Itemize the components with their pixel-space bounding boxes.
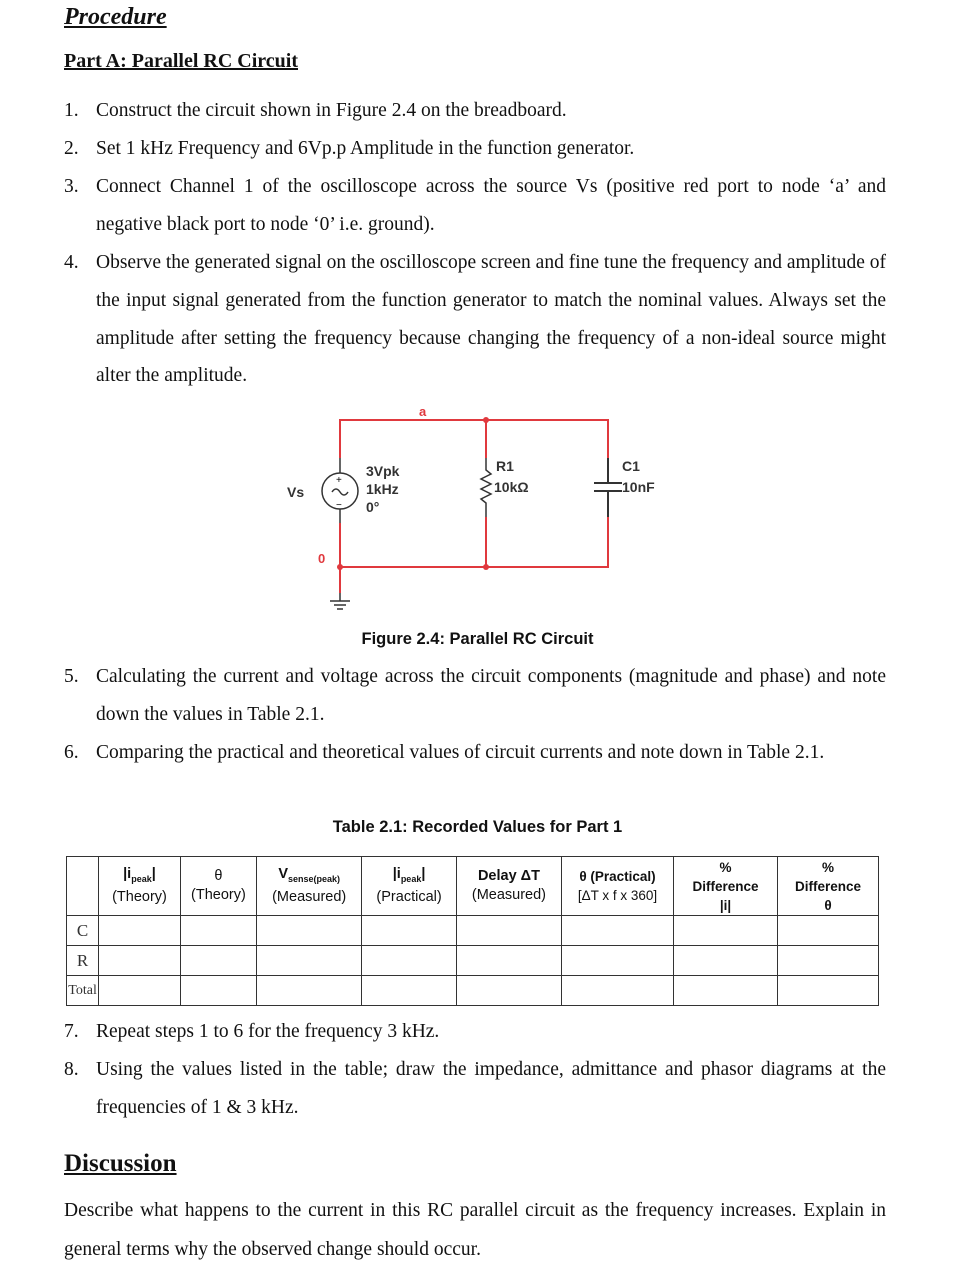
- header-pct-diff-i: % Difference |i|: [674, 857, 778, 916]
- table-row-total: [67, 976, 879, 1006]
- table-cell[interactable]: [674, 976, 778, 1006]
- resistor-value: 10kΩ: [494, 479, 529, 495]
- step-3: [64, 168, 886, 244]
- ac-source-icon: [322, 458, 358, 523]
- step-text: Comparing the practical and theoretical values of circuit currents and note down in Table 2.1.: [96, 742, 825, 763]
- circuit-wires: [340, 420, 608, 593]
- step-text: Repeat steps 1 to 6 for the frequency 3 kHz.: [96, 1021, 440, 1042]
- capacitor-name: C1: [622, 458, 640, 474]
- table-cell[interactable]: [456, 976, 561, 1006]
- svg-text:+: +: [336, 475, 342, 486]
- row-label: C: [67, 916, 99, 946]
- step-1: [64, 92, 886, 130]
- step-text: Construct the circuit shown in Figure 2.4 on the breadboard.: [96, 100, 567, 121]
- header-ipeak-theory: $|i_{peak}|$ (Theory): [99, 857, 181, 916]
- table-cell[interactable]: [456, 916, 561, 946]
- step-number: 3.: [64, 176, 79, 197]
- step-text: Observe the generated signal on the oscilloscope screen and fine tune the frequency and amplitude of the input signal generated from the function generator to match the nominal values. Always set the amplitude after setting the frequency because changing the frequency of a non-ideal source might alter the amplitude.: [96, 252, 886, 387]
- header-vsense-measured: $V_{sense(peak)}$ (Measured): [257, 857, 362, 916]
- table-cell[interactable]: [180, 916, 256, 946]
- parallel-rc-circuit-diagram: [270, 395, 690, 625]
- header-theta-practical: θ (Practical) [ΔT x f x 360]: [561, 857, 673, 916]
- step-8: [64, 1051, 886, 1127]
- header-ipeak-practical: $|i_{peak}|$ (Practical): [362, 857, 457, 916]
- step-number: 6.: [64, 742, 79, 763]
- step-number: 5.: [64, 666, 79, 687]
- table-cell[interactable]: [362, 946, 457, 976]
- step-number: 8.: [64, 1059, 79, 1080]
- discussion-heading: Discussion: [64, 1150, 177, 1177]
- table-header-row: [67, 857, 879, 916]
- table-cell[interactable]: [362, 976, 457, 1006]
- table-cell[interactable]: [456, 946, 561, 976]
- table-cell[interactable]: [180, 976, 256, 1006]
- ground-icon: [330, 593, 350, 609]
- table-cell[interactable]: [561, 916, 673, 946]
- table-cell[interactable]: [674, 916, 778, 946]
- row-label: Total: [67, 976, 99, 1006]
- source-phase: 0°: [366, 499, 380, 515]
- table-caption: Table 2.1: Recorded Values for Part 1: [332, 818, 623, 836]
- table-cell[interactable]: [561, 946, 673, 976]
- step-number: 7.: [64, 1021, 79, 1042]
- part-a-heading: Part A: Parallel RC Circuit: [64, 50, 299, 72]
- table-row-r: [67, 946, 879, 976]
- node-0-label: 0: [318, 551, 326, 566]
- source-amplitude: 3Vpk: [366, 463, 400, 479]
- table-cell[interactable]: [778, 946, 879, 976]
- step-number: 4.: [64, 252, 79, 273]
- step-number: 2.: [64, 138, 79, 159]
- step-text: Connect Channel 1 of the oscilloscope across the source Vs (positive red port to node ‘a’ and negative black port to node ‘0’ i.e. ground).: [96, 176, 886, 235]
- header-pct-diff-theta: % Difference θ: [778, 857, 879, 916]
- resistor-icon: [481, 458, 491, 517]
- table-cell[interactable]: [99, 916, 181, 946]
- step-4: [64, 244, 886, 395]
- corner-cell: [67, 857, 99, 916]
- procedure-heading: Procedure: [64, 4, 167, 30]
- table-cell[interactable]: [778, 976, 879, 1006]
- table-cell[interactable]: [180, 946, 256, 976]
- step-number: 1.: [64, 100, 79, 121]
- figure-caption: Figure 2.4: Parallel RC Circuit: [361, 630, 594, 648]
- capacitor-value: 10nF: [622, 479, 655, 495]
- capacitor-icon: [594, 458, 622, 517]
- source-frequency: 1kHz: [366, 481, 399, 497]
- table-cell[interactable]: [257, 916, 362, 946]
- step-2: [64, 130, 886, 168]
- step-text: Calculating the current and voltage across the circuit components (magnitude and phase) and note down the values in Table 2.1.: [96, 666, 886, 725]
- table-cell[interactable]: [257, 976, 362, 1006]
- node-a-label: a: [419, 404, 427, 419]
- svg-text:−: −: [336, 500, 342, 511]
- step-7: [64, 1013, 886, 1051]
- table-cell[interactable]: [674, 946, 778, 976]
- resistor-name: R1: [496, 458, 514, 474]
- table-cell[interactable]: [99, 946, 181, 976]
- step-5: [64, 658, 886, 734]
- recorded-values-table: [66, 856, 879, 1006]
- step-text: Set 1 kHz Frequency and 6Vp.p Amplitude in the function generator.: [96, 138, 635, 159]
- step-text: Using the values listed in the table; draw the impedance, admittance and phasor diagrams at the frequencies of 1 & 3 kHz.: [96, 1059, 886, 1118]
- table-cell[interactable]: [99, 976, 181, 1006]
- discussion-text: Describe what happens to the current in this RC parallel circuit as the frequency increases. Explain in general terms why the observed change should occur.: [64, 1200, 886, 1260]
- row-label: R: [67, 946, 99, 976]
- table-cell[interactable]: [362, 916, 457, 946]
- step-6: [64, 734, 886, 772]
- table-cell[interactable]: [778, 916, 879, 946]
- header-theta-theory: θ (Theory): [180, 857, 256, 916]
- table-row-c: [67, 916, 879, 946]
- source-name: Vs: [287, 484, 305, 500]
- table-cell[interactable]: [257, 946, 362, 976]
- header-delay-measured: Delay ΔT (Measured): [456, 857, 561, 916]
- table-cell[interactable]: [561, 976, 673, 1006]
